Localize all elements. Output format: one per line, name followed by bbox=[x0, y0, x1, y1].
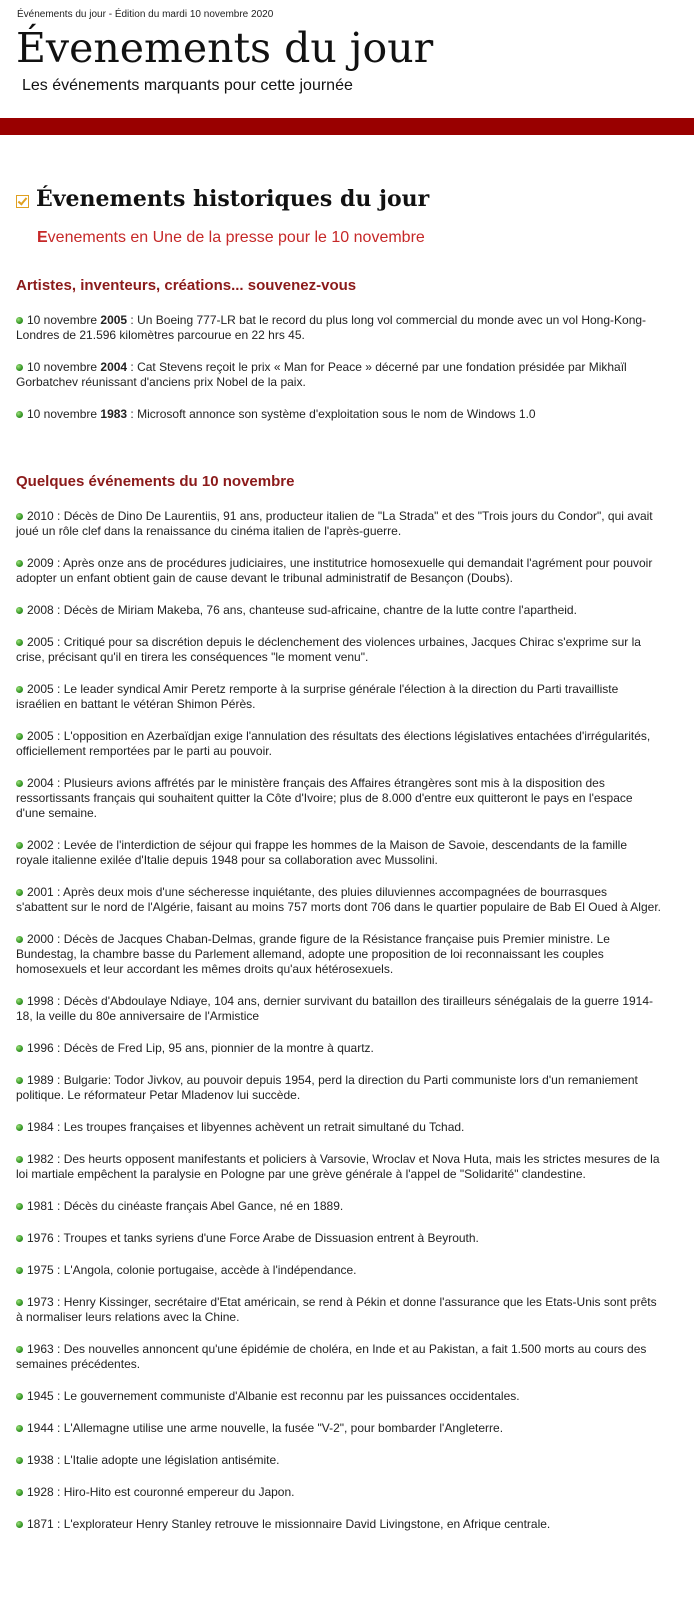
event-item-text: 1944 : L'Allemagne utilise une arme nouvelle, la fusée "V-2", pour bombarder l'Angleterre. bbox=[27, 1421, 504, 1435]
artist-item-year: 2004 bbox=[100, 360, 128, 374]
green-bullet-icon bbox=[16, 686, 23, 693]
event-item-text: 1928 : Hiro-Hito est couronné empereur du Japon. bbox=[27, 1485, 295, 1499]
event-item bbox=[16, 1231, 661, 1246]
checkbox-checked-icon bbox=[16, 195, 29, 208]
event-item-text: 1996 : Décès de Fred Lip, 95 ans, pionnier de la montre à quartz. bbox=[27, 1041, 374, 1055]
section-header bbox=[16, 186, 429, 212]
green-bullet-icon bbox=[16, 364, 23, 371]
event-item bbox=[16, 1453, 661, 1468]
green-bullet-icon bbox=[16, 1489, 23, 1496]
event-item bbox=[16, 994, 661, 1024]
event-item bbox=[16, 776, 661, 821]
event-item bbox=[16, 838, 661, 868]
header-bar bbox=[0, 118, 694, 135]
event-item-text: 1998 : Décès d'Abdoulaye Ndiaye, 104 ans, dernier survivant du bataillon des tirailleurs sénégalais de la guerre 1914-18, la veille du 80e anniversaire de l'Armistice bbox=[16, 994, 654, 1023]
event-item bbox=[16, 1152, 661, 1182]
event-item bbox=[16, 885, 661, 915]
event-item-text: 2005 : Critiqué pour sa discrétion depuis le déclenchement des violences urbaines, Jacques Chirac s'exprime sur la crise, précisant qu'il en tirera les conséquences "le moment venu". bbox=[16, 635, 641, 664]
green-bullet-icon bbox=[16, 317, 23, 324]
artist-item-year: 2005 bbox=[100, 313, 128, 327]
event-item bbox=[16, 556, 661, 586]
green-bullet-icon bbox=[16, 998, 23, 1005]
event-item-text: 1945 : Le gouvernement communiste d'Albanie est reconnu par les puissances occidentales. bbox=[27, 1389, 520, 1403]
artist-item bbox=[16, 360, 661, 390]
event-item-text: 1963 : Des nouvelles annoncent qu'une épidémie de choléra, en Inde et au Pakistan, a fait 1.500 morts au cours des semaines précédentes. bbox=[16, 1342, 647, 1371]
press-link-first-letter: E bbox=[37, 229, 48, 246]
green-bullet-icon bbox=[16, 1235, 23, 1242]
page-title: Évenements du jour bbox=[16, 24, 434, 72]
event-item bbox=[16, 682, 661, 712]
event-item-text: 1984 : Les troupes françaises et libyennes achèvent un retrait simultané du Tchad. bbox=[27, 1120, 465, 1134]
artist-item-text: : Cat Stevens reçoit le prix « Man for Peace » décerné par une fondation présidée par Mikhaïl Gorbatchev réunissant d'anciens prix Nobel de la paix. bbox=[16, 360, 627, 389]
artist-item-text: : Microsoft annonce son système d'exploitation sous le nom de Windows 1.0 bbox=[127, 407, 536, 421]
event-item-text: 2004 : Plusieurs avions affrétés par le ministère français des Affaires étrangères sont mis à la disposition des ressortissants français qui souhaitent quitter la Côte d'Ivoire; plus de 8.000 d'entre eux quitteront le pays en l'espace d'une semaine. bbox=[16, 776, 633, 820]
event-item bbox=[16, 1120, 661, 1135]
event-item bbox=[16, 1517, 661, 1532]
artist-item bbox=[16, 407, 661, 422]
green-bullet-icon bbox=[16, 1124, 23, 1131]
green-bullet-icon bbox=[16, 1346, 23, 1353]
event-item bbox=[16, 1485, 661, 1500]
event-item bbox=[16, 1421, 661, 1436]
green-bullet-icon bbox=[16, 513, 23, 520]
event-item-text: 2008 : Décès de Miriam Makeba, 76 ans, chanteuse sud-africaine, chantre de la lutte contre l'apartheid. bbox=[27, 603, 577, 617]
green-bullet-icon bbox=[16, 1299, 23, 1306]
event-item-text: 1973 : Henry Kissinger, secrétaire d'Etat américain, se rend à Pékin et donne l'assurance que les Etats-Unis sont prêts à normaliser leurs relations avec la Chine. bbox=[16, 1295, 657, 1324]
event-item bbox=[16, 1389, 661, 1404]
artists-heading: Artistes, inventeurs, créations... souvenez-vous bbox=[16, 277, 357, 294]
event-item bbox=[16, 1199, 661, 1214]
artist-item-text: : Un Boeing 777-LR bat le record du plus long vol commercial du monde avec un vol Hong-Kong-Londres de 21.596 kilomètres parcourue en 22 hrs 45. bbox=[16, 313, 647, 342]
event-item-text: 1981 : Décès du cinéaste français Abel Gance, né en 1889. bbox=[27, 1199, 344, 1213]
event-item bbox=[16, 1041, 661, 1056]
artist-item-year: 1983 bbox=[100, 407, 128, 421]
event-item bbox=[16, 635, 661, 665]
event-item bbox=[16, 1342, 661, 1372]
event-item bbox=[16, 603, 661, 618]
artist-item-date: 10 novembre bbox=[27, 360, 101, 374]
green-bullet-icon bbox=[16, 936, 23, 943]
press-link-text: venements en Une de la presse pour le 10 novembre bbox=[47, 229, 425, 246]
edition-line: Événements du jour - Édition du mardi 10 novembre 2020 bbox=[17, 9, 274, 20]
event-item-text: 1871 : L'explorateur Henry Stanley retrouve le missionnaire David Livingstone, en Afrique centrale. bbox=[27, 1517, 551, 1531]
artist-item-date: 10 novembre bbox=[27, 407, 101, 421]
green-bullet-icon bbox=[16, 889, 23, 896]
green-bullet-icon bbox=[16, 1156, 23, 1163]
press-headlines-link[interactable] bbox=[37, 229, 425, 247]
event-item-text: 2000 : Décès de Jacques Chaban-Delmas, grande figure de la Résistance française puis Premier ministre. Le Bundestag, la chambre basse du Parlement allemand, adopte une proposition de loi reconnaissant les couples homosexuels et leur accordant les mêmes droits qu'aux hétérosexuels. bbox=[16, 932, 610, 976]
page-subtitle: Les événements marquants pour cette journée bbox=[22, 77, 353, 94]
green-bullet-icon bbox=[16, 733, 23, 740]
event-item bbox=[16, 932, 661, 977]
event-item-text: 1938 : L'Italie adopte une législation antisémite. bbox=[27, 1453, 280, 1467]
green-bullet-icon bbox=[16, 411, 23, 418]
green-bullet-icon bbox=[16, 1045, 23, 1052]
green-bullet-icon bbox=[16, 1077, 23, 1084]
green-bullet-icon bbox=[16, 1203, 23, 1210]
green-bullet-icon bbox=[16, 1267, 23, 1274]
events-list bbox=[16, 509, 661, 1549]
events-heading: Quelques événements du 10 novembre bbox=[16, 473, 295, 490]
event-item-text: 2002 : Levée de l'interdiction de séjour qui frappe les hommes de la Maison de Savoie, descendants de la famille royale italienne exilée d'Italie depuis 1948 pour sa collaboration avec Mussolini. bbox=[16, 838, 627, 867]
green-bullet-icon bbox=[16, 1457, 23, 1464]
event-item-text: 1976 : Troupes et tanks syriens d'une Force Arabe de Dissuasion entrent à Beyrouth. bbox=[27, 1231, 479, 1245]
event-item-text: 2009 : Après onze ans de procédures judiciaires, une institutrice homosexuelle qui demandait l'agrément pour pouvoir adopter un enfant obtient gain de cause devant le tribunal administratif de Besançon (Doubs). bbox=[16, 556, 653, 585]
event-item-text: 2005 : L'opposition en Azerbaïdjan exige l'annulation des résultats des élections législatives entachées d'irrégularités, officiellement remportées par le parti au pouvoir. bbox=[16, 729, 651, 758]
event-item-text: 1982 : Des heurts opposent manifestants et policiers à Varsovie, Wroclav et Nova Huta, mais les strictes mesures de la loi martiale empêchent la paralysie en Pologne par une grève générale à l'appel de "Solidarité" clandestine. bbox=[16, 1152, 660, 1181]
event-item bbox=[16, 1073, 661, 1103]
event-item bbox=[16, 1295, 661, 1325]
green-bullet-icon bbox=[16, 639, 23, 646]
event-item-text: 2001 : Après deux mois d'une sécheresse inquiétante, des pluies diluviennes accompagnées de bourrasques s'abattent sur le nord de l'Algérie, faisant au moins 757 morts dont 706 dans le quartier populaire de Bab El Oued à Alger. bbox=[16, 885, 661, 914]
artists-list bbox=[16, 313, 661, 439]
green-bullet-icon bbox=[16, 1393, 23, 1400]
green-bullet-icon bbox=[16, 560, 23, 567]
green-bullet-icon bbox=[16, 1425, 23, 1432]
green-bullet-icon bbox=[16, 1521, 23, 1528]
event-item-text: 2005 : Le leader syndical Amir Peretz remporte à la surprise générale l'élection à la direction du Parti travailliste israélien en battant le vétéran Shimon Pérès. bbox=[16, 682, 619, 711]
green-bullet-icon bbox=[16, 607, 23, 614]
event-item-text: 1975 : L'Angola, colonie portugaise, accède à l'indépendance. bbox=[27, 1263, 357, 1277]
green-bullet-icon bbox=[16, 842, 23, 849]
event-item bbox=[16, 1263, 661, 1278]
artist-item bbox=[16, 313, 661, 343]
event-item bbox=[16, 729, 661, 759]
event-item-text: 2010 : Décès de Dino De Laurentiis, 91 ans, producteur italien de "La Strada" et des "Trois jours du Condor", qui avait joué un rôle clef dans la renaissance du cinéma italien de l'après-guerre. bbox=[16, 509, 653, 538]
artist-item-date: 10 novembre bbox=[27, 313, 101, 327]
green-bullet-icon bbox=[16, 780, 23, 787]
event-item bbox=[16, 509, 661, 539]
event-item-text: 1989 : Bulgarie: Todor Jivkov, au pouvoir depuis 1954, perd la direction du Parti communiste lors d'un remaniement politique. Le réformateur Petar Mladenov lui succède. bbox=[16, 1073, 638, 1102]
section-title: Évenements historiques du jour bbox=[36, 186, 430, 212]
